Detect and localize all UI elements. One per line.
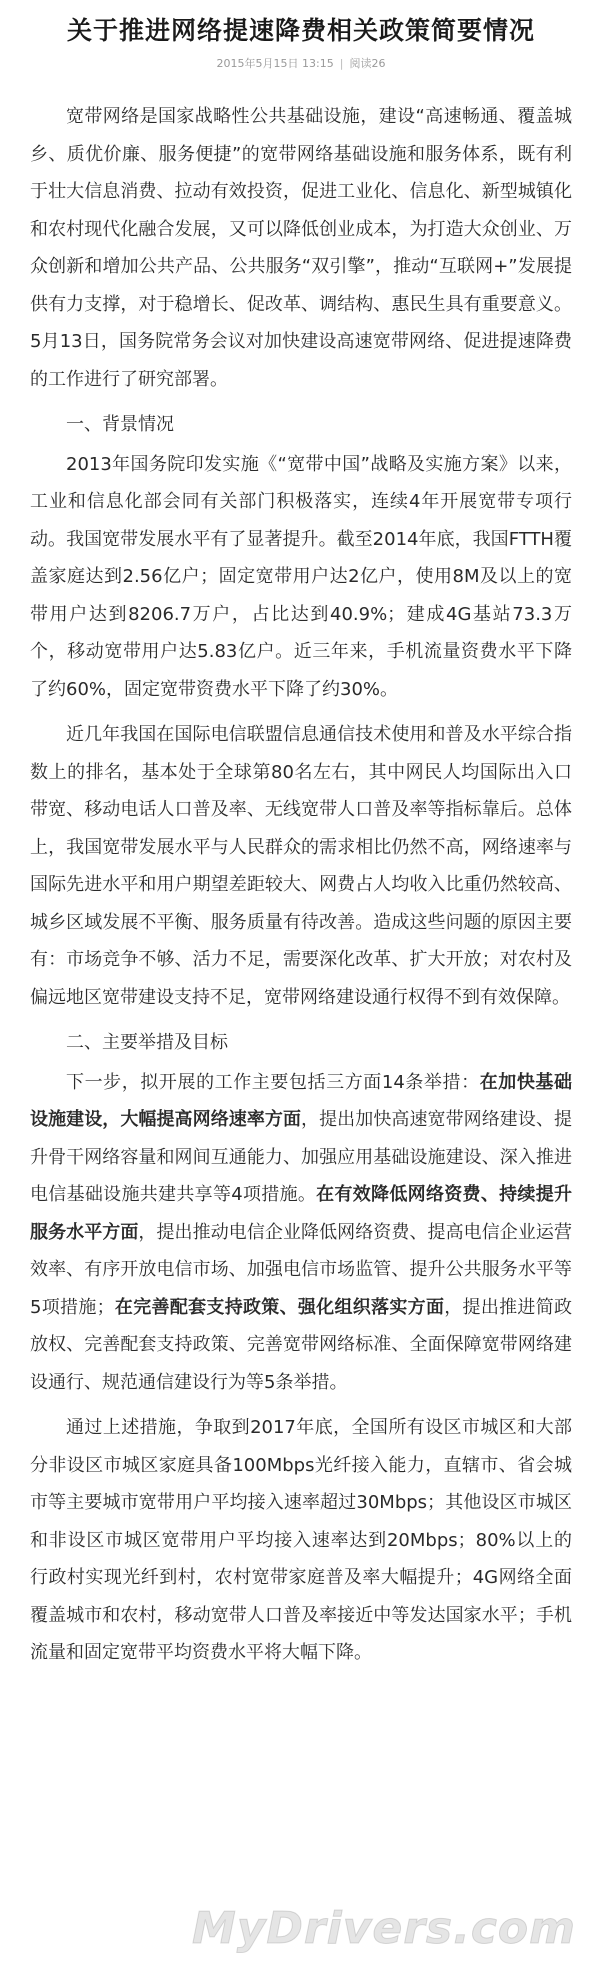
measures-bold-1: 在加快基础设施建设，大幅提高网络速率方面	[30, 1071, 573, 1130]
measures-bold-2: 在有效降低网络资费、持续提升服务水平方面	[30, 1184, 573, 1243]
article-body	[30, 98, 572, 1672]
measures-intro: 下一步，拟开展的工作主要包括三方面14条举措：	[66, 1071, 480, 1093]
section-heading-measures: 二、主要举措及目标	[66, 1032, 228, 1053]
measures-text-3: ，提出推进简政放权、完善配套支持政策、完善宽带网络标准、全面保障宽带网络建设通行、规范通信建设行为等5条举措。	[30, 1296, 573, 1393]
watermark-logo: MyDrivers.com	[191, 1903, 576, 1954]
article-title: 关于推进网络提速降费相关政策简要情况	[66, 16, 535, 45]
paragraph-targets: 通过上述措施，争取到2017年底，全国所有设区市城区和大部分非设区市城区家庭具备100Mbps光纤接入能力，直辖市、省会城市等主要城市宽带用户平均接入速率超过30Mbps；其他设区市城区和非设区市城区宽带用户平均接入速率达到20Mbps；80%以上的行政村实现光纤到村，农村宽带家庭普及率大幅提升；4G网络全面覆盖城市和农村，移动宽带人口普及率接近中等发达国家水平；手机流量和固定宽带平均资费水平将大幅下降。	[30, 1417, 572, 1663]
paragraph-measures	[30, 1064, 572, 1402]
meta-separator: |	[339, 57, 344, 70]
paragraph-background-1: 2013年国务院印发实施《“宽带中国”战略及实施方案》以来，工业和信息化部会同有关部门积极落实，连续4年开展宽带专项行动。我国宽带发展水平有了显著提升。截至2014年底，我国FTTH覆盖家庭达到2.56亿户；固定宽带用户达2亿户，使用8M及以上的宽带用户达到8206.7万户，占比达到40.9%；建成4G基站73.3万个，移动宽带用户达5.83亿户。近三年来，手机流量资费水平下降了约60%，固定宽带资费水平下降了约30%。	[30, 453, 572, 700]
measures-bold-3: 在完善配套支持政策、强化组织落实方面	[114, 1296, 445, 1318]
read-count: 阅读26	[349, 57, 386, 70]
paragraph-background-2: 近几年我国在国际电信联盟信息通信技术使用和普及水平综合指数上的排名，基本处于全球第80名左右，其中网民人均国际出入口带宽、移动电话人口普及率、无线宽带人口普及率等指标靠后。总体上，我国宽带发展水平与人民群众的需求相比仍然不高，网络速率与国际先进水平和用户期望差距较大、网费占人均收入比重仍然较高、城乡区域发展不平衡、服务质量有待改善。造成这些问题的原因主要有：市场竞争不够、活力不足，需要深化改革、扩大开放；对农村及偏远地区宽带建设支持不足，宽带网络建设通行权得不到有效保障。	[30, 724, 572, 1008]
paragraph-intro: 宽带网络是国家战略性公共基础设施，建设“高速畅通、覆盖城乡、质优价廉、服务便捷”的宽带网络基础设施和服务体系，既有利于壮大信息消费、拉动有效投资，促进工业化、信息化、新型城镇化和农村现代化融合发展，又可以降低创业成本，为打造大众创业、万众创新和增加公共产品、公共服务“双引擎”，推动“互联网+”发展提供有力支撑，对于稳增长、促改革、调结构、惠民生具有重要意义。5月13日，国务院常务会议对加快建设高速宽带网络、促进提速降费的工作进行了研究部署。	[30, 106, 572, 390]
publish-date: 2015年5月15日 13:15	[216, 57, 334, 70]
article-meta	[30, 56, 572, 72]
measures-text-1: ，提出加快高速宽带网络建设、提升骨干网络容量和网间互通能力、加强应用基础设施建设、深入推进电信基础设施共建共享等4项措施。	[30, 1109, 573, 1205]
article	[0, 14, 600, 1672]
measures-text-2: ，提出推动电信企业降低网络资费、提高电信企业运营效率、有序开放电信市场、加强电信市场监管、提升公共服务水平等5项措施；	[30, 1221, 573, 1318]
section-heading-background: 一、背景情况	[66, 414, 174, 435]
